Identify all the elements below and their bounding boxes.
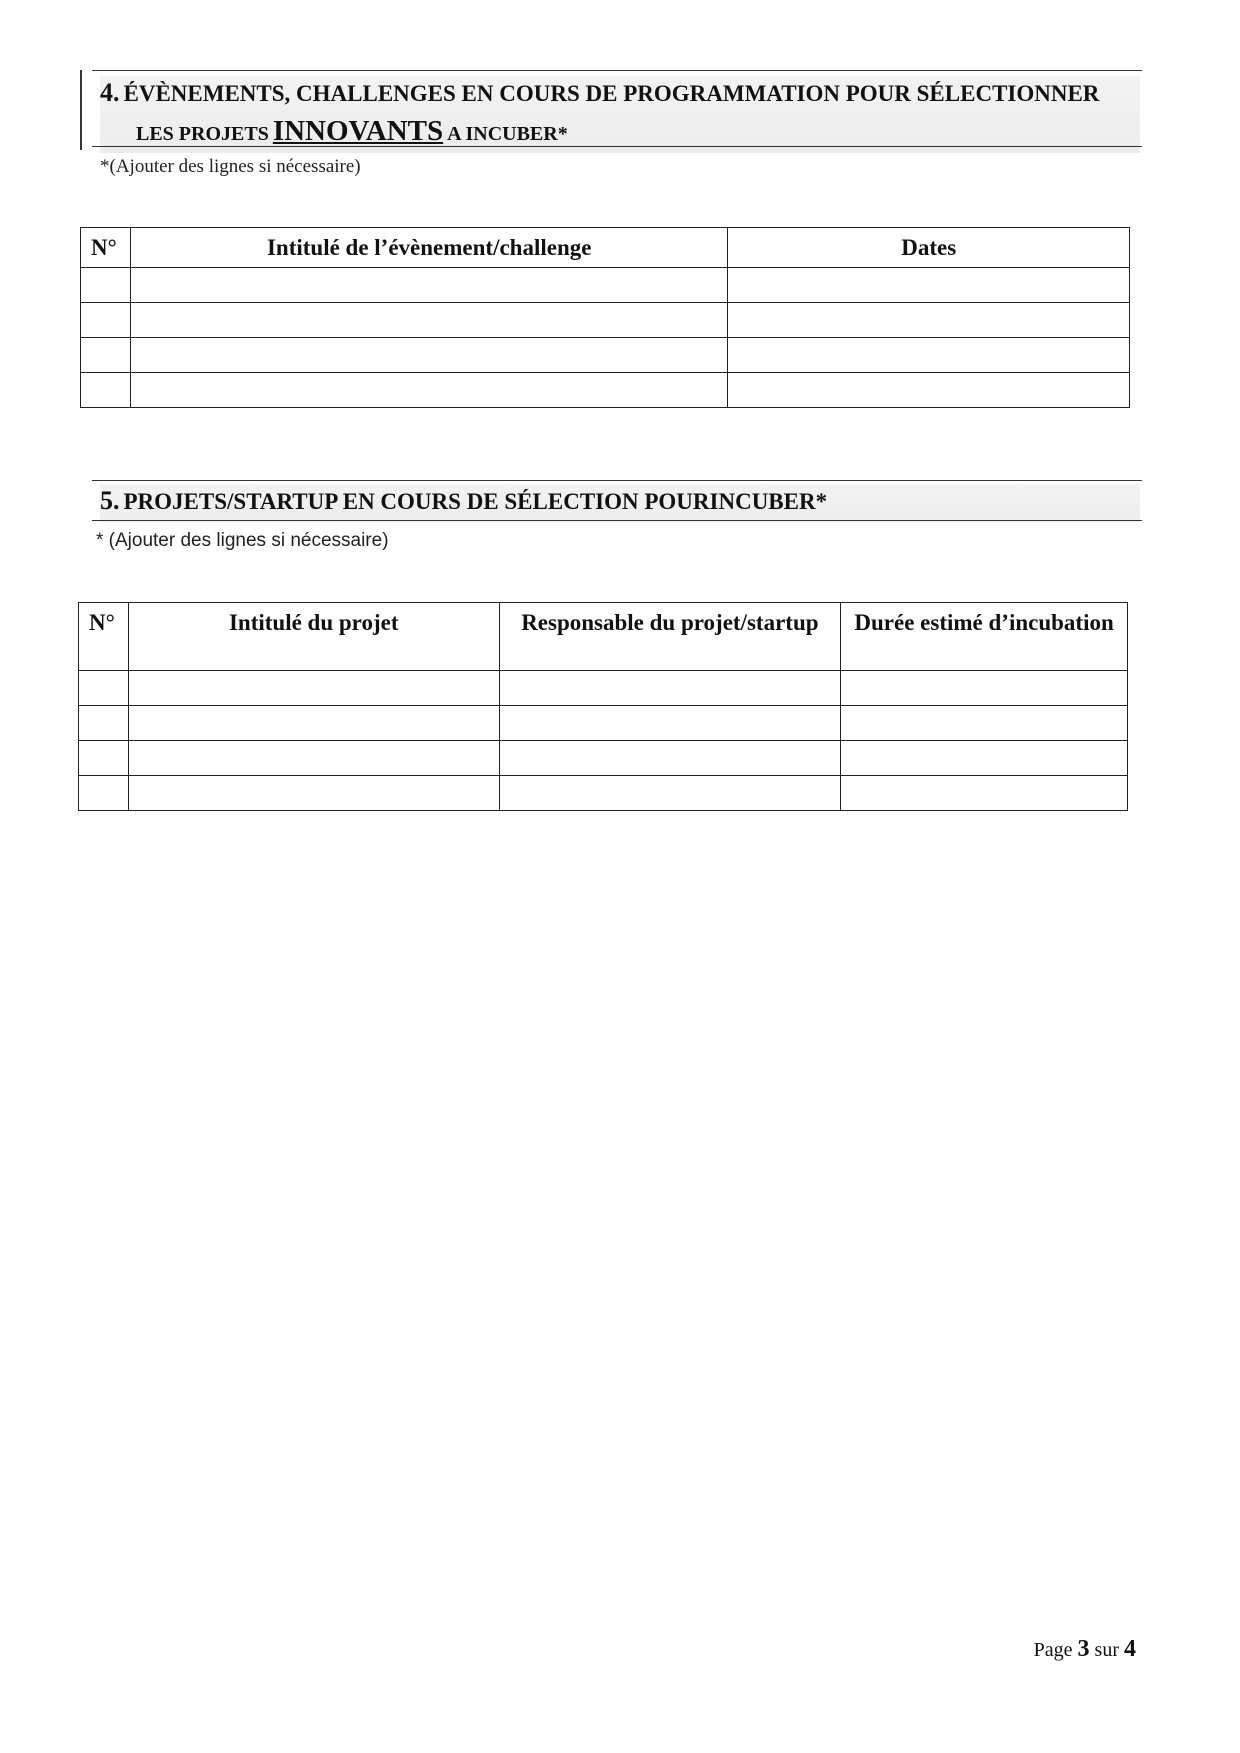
projects-table <box>78 602 1128 811</box>
projects-col-number: N° <box>79 603 129 671</box>
section-4-title-suffix: A INCUBER* <box>447 123 568 145</box>
events-cell-title[interactable] <box>130 268 727 303</box>
section-4-bottom-rule <box>92 146 1142 147</box>
page-number <box>1034 1636 1136 1663</box>
table-row <box>79 776 1128 811</box>
projects-col-title: Intitulé du projet <box>128 603 499 671</box>
section-4-top-rule <box>92 70 1142 71</box>
projects-cell-number[interactable] <box>79 706 129 741</box>
page-number-prefix: Page <box>1033 1639 1073 1661</box>
section-5-heading <box>100 484 1140 522</box>
projects-cell-number[interactable] <box>79 741 129 776</box>
page-number-total: 4 <box>1124 1636 1136 1662</box>
events-col-dates: Dates <box>728 228 1130 268</box>
events-col-title: Intitulé de l’évènement/challenge <box>130 228 727 268</box>
events-cell-number[interactable] <box>81 268 131 303</box>
events-cell-number[interactable] <box>81 303 131 338</box>
events-table-header-row <box>81 228 1130 268</box>
projects-cell-title[interactable] <box>128 776 499 811</box>
events-cell-title[interactable] <box>130 338 727 373</box>
section-4-number: 4. <box>100 78 120 107</box>
projects-cell-title[interactable] <box>128 671 499 706</box>
projects-cell-duration[interactable] <box>841 741 1128 776</box>
projects-cell-title[interactable] <box>128 706 499 741</box>
section-4-heading <box>100 76 1140 153</box>
section-5-top-rule <box>92 480 1142 481</box>
events-cell-dates[interactable] <box>728 338 1130 373</box>
table-row <box>79 706 1128 741</box>
section-4-heading-line2 <box>100 114 1140 153</box>
table-row <box>81 338 1130 373</box>
projects-table-header-row <box>79 603 1128 671</box>
events-cell-title[interactable] <box>130 303 727 338</box>
events-cell-number[interactable] <box>81 338 131 373</box>
margin-bar <box>80 70 82 150</box>
events-cell-number[interactable] <box>81 373 131 408</box>
events-cell-dates[interactable] <box>728 303 1130 338</box>
table-row <box>81 268 1130 303</box>
projects-cell-owner[interactable] <box>499 741 841 776</box>
projects-cell-duration[interactable] <box>841 671 1128 706</box>
projects-cell-duration[interactable] <box>841 706 1128 741</box>
projects-cell-duration[interactable] <box>841 776 1128 811</box>
page-number-current: 3 <box>1077 1636 1090 1662</box>
projects-col-owner: Responsable du projet/startup <box>499 603 841 671</box>
section-4-heading-line1 <box>100 76 1140 114</box>
section-5-title: PROJETS/STARTUP EN COURS DE SÉLECTION POURINCUBER* <box>123 489 828 514</box>
projects-col-duration: Durée estimé d’incubation <box>841 603 1128 671</box>
page-number-middle: sur <box>1094 1639 1119 1661</box>
section-5-note: * (Ajouter des lignes si nécessaire) <box>96 530 389 551</box>
projects-cell-number[interactable] <box>79 776 129 811</box>
events-col-number: N° <box>81 228 131 268</box>
table-row <box>79 741 1128 776</box>
projects-cell-owner[interactable] <box>499 706 841 741</box>
events-cell-dates[interactable] <box>728 268 1130 303</box>
table-row <box>79 671 1128 706</box>
section-5-bottom-rule <box>92 520 1142 521</box>
section-4-title-line1: ÉVÈNEMENTS, CHALLENGES EN COURS DE PROGRAMMATION POUR SÉLECTIONNER <box>123 81 1100 106</box>
projects-cell-number[interactable] <box>79 671 129 706</box>
events-cell-dates[interactable] <box>728 373 1130 408</box>
projects-cell-title[interactable] <box>128 741 499 776</box>
table-row <box>81 373 1130 408</box>
events-cell-title[interactable] <box>130 373 727 408</box>
section-4-title-prefix: LES PROJETS <box>136 123 269 145</box>
section-4-note: *(Ajouter des lignes si nécessaire) <box>100 156 361 177</box>
section-4-title-emphasis: INNOVANTS <box>272 115 444 147</box>
projects-cell-owner[interactable] <box>499 776 841 811</box>
table-row <box>81 303 1130 338</box>
projects-cell-owner[interactable] <box>499 671 841 706</box>
events-table <box>80 227 1130 408</box>
section-5-number: 5. <box>100 486 120 515</box>
